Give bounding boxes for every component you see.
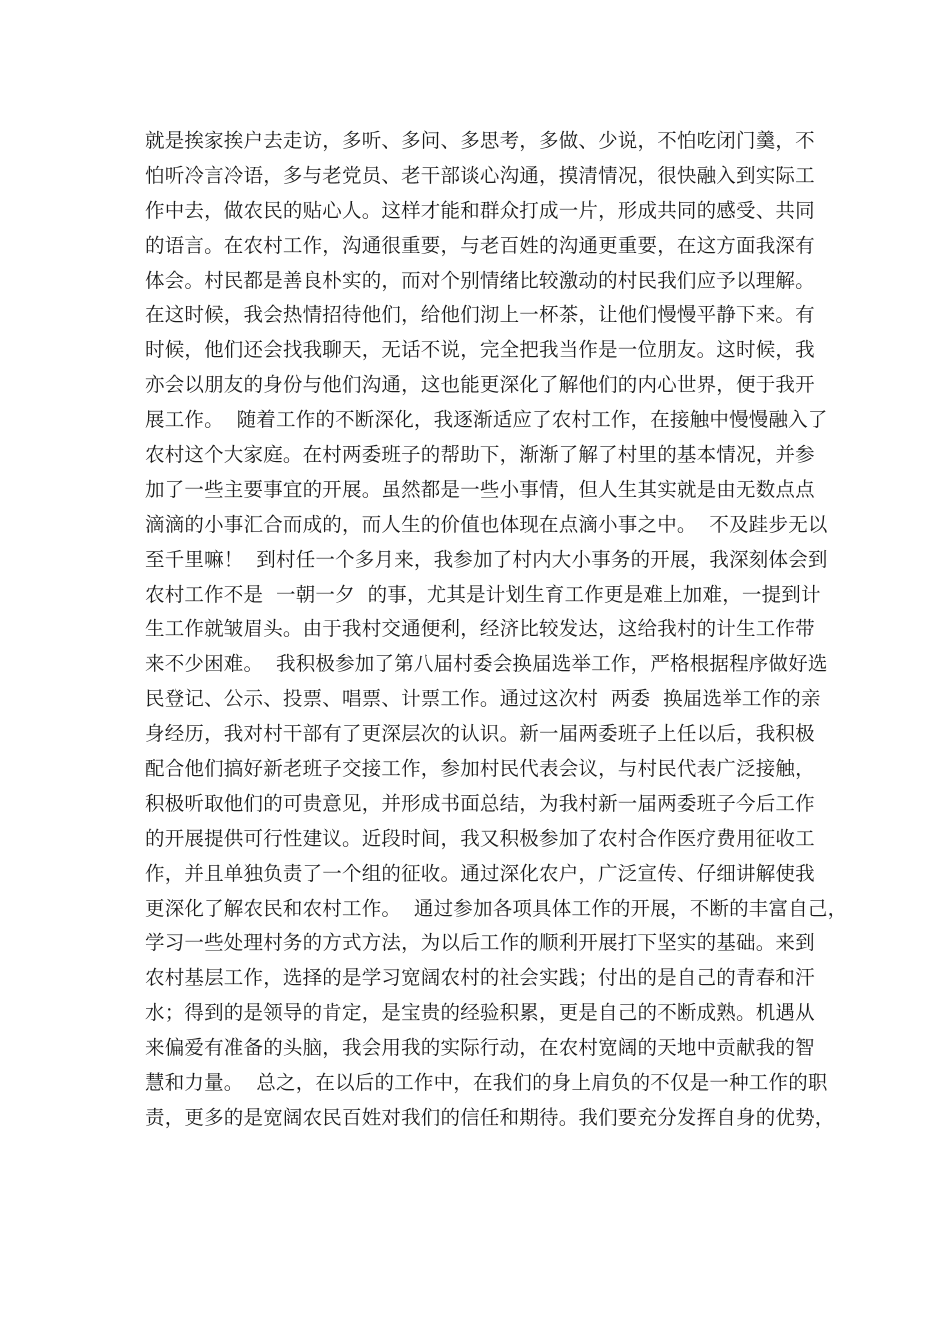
text-line: 作中去，做农民的贴心人。这样才能和群众打成一片，形成共同的感受、共同 <box>145 198 815 222</box>
text-line: 时候，他们还会找我聊天，无话不说，完全把我当作是一位朋友。这时候，我 <box>145 338 815 362</box>
text-line: 农村这个大家庭。在村两委班子的帮助下，渐渐了解了村里的基本情况，并参 <box>145 443 815 467</box>
text-line: 就是挨家挨户去走访，多听、多问、多思考，多做、少说，不怕吃闭门羹，不 <box>145 129 815 152</box>
text-line: 农村工作不是 一朝一夕 的事，尤其是计划生育工作更是难上加难，一提到计 <box>145 582 821 606</box>
text-line: 学习一些处理村务的方式方法，为以后工作的顺利开展打下坚实的基础。来到 <box>145 931 815 955</box>
text-line: 水；得到的是领导的肯定，是宝贵的经验积累，更是自己的不断成熟。机遇从 <box>145 1001 815 1025</box>
text-line: 生工作就皱眉头。由于我村交通便利，经济比较发达，这给我村的计生工作带 <box>145 617 815 641</box>
text-line: 滴滴的小事汇合而成的，而人生的价值也体现在点滴小事之中。 不及跬步无以 <box>145 512 828 536</box>
body-text <box>145 124 848 1136</box>
text-line: 来不少困难。 我积极参加了第八届村委会换届选举工作，严格根据程序做好选 <box>145 652 828 676</box>
text-line: 责，更多的是宽阔农民百姓对我们的信任和期待。我们要充分发挥自身的优势， <box>145 1105 835 1129</box>
text-line: 至千里嘛！ 到村任一个多月来，我参加了村内大小事务的开展，我深刻体会到 <box>145 547 828 571</box>
text-line: 加了一些主要事宜的开展。虽然都是一些小事情，但人生其实就是由无数点点 <box>145 477 815 501</box>
text-line: 在这时候，我会热情招待他们，给他们沏上一杯茶，让他们慢慢平静下来。有 <box>145 303 815 327</box>
text-line: 民登记、公示、投票、唱票、计票工作。通过这次村 两委 换届选举工作的亲 <box>145 687 821 711</box>
text-line: 身经历，我对村干部有了更深层次的认识。新一届两委班子上任以后，我积极 <box>145 722 815 746</box>
text-line: 作，并且单独负责了一个组的征收。通过深化农户，广泛宣传、仔细讲解使我 <box>145 861 815 885</box>
text-line: 更深化了解农民和农村工作。 通过参加各项具体工作的开展，不断的丰富自己， <box>145 896 848 920</box>
text-line: 农村基层工作，选择的是学习宽阔农村的社会实践；付出的是自己的青春和汗 <box>145 966 815 990</box>
text-line: 怕听冷言冷语，多与老党员、老干部谈心沟通，摸清情况，很快融入到实际工 <box>145 163 815 187</box>
text-line: 的语言。在农村工作，沟通很重要，与老百姓的沟通更重要，在这方面我深有 <box>145 233 815 257</box>
text-line: 体会。村民都是善良朴实的，而对个别情绪比较激动的村民我们应予以理解。 <box>145 268 815 292</box>
text-line: 展工作。 随着工作的不断深化，我逐渐适应了农村工作，在接触中慢慢融入了 <box>145 408 828 432</box>
text-line: 来偏爱有准备的头脑，我会用我的实际行动，在农村宽阔的天地中贡献我的智 <box>145 1036 815 1060</box>
text-line: 积极听取他们的可贵意见，并形成书面总结，为我村新一届两委班子今后工作 <box>145 791 815 815</box>
text-line: 配合他们搞好新老班子交接工作，参加村民代表会议，与村民代表广泛接触， <box>145 757 815 781</box>
text-line: 慧和力量。 总之，在以后的工作中，在我们的身上肩负的不仅是一种工作的职 <box>145 1071 828 1095</box>
text-line: 亦会以朋友的身份与他们沟通，这也能更深化了解他们的内心世界，便于我开 <box>145 373 815 397</box>
text-line: 的开展提供可行性建议。近段时间，我又积极参加了农村合作医疗费用征收工 <box>145 826 815 850</box>
